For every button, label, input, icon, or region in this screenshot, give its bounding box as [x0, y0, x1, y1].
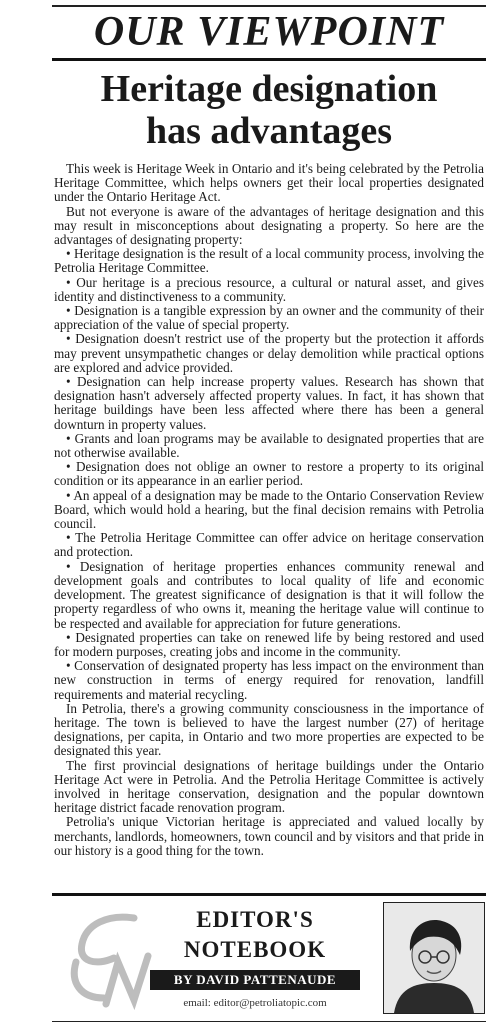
bullet-item: • Designated properties can take on renewed life by being restored and used for modern purposes, creating jobs and income in the community.: [54, 629, 484, 659]
headline: [52, 68, 486, 152]
editor-portrait-icon: [383, 902, 485, 1014]
paragraph: The first provincial designations of heritage buildings under the Ontario Heritage Act were in Petrolia. And the Petrolia Heritage Committee is actively involved in heritage conservation, designation and the popular downtown heritage district facade renovation program.: [54, 757, 484, 816]
top-rule: [52, 5, 486, 7]
bullet-item: • Designation does not oblige an owner to restore a property to its original condition or its appearance in an earlier period.: [54, 459, 484, 489]
notebook-title-line-1: EDITOR'S: [196, 907, 314, 932]
article-body: [54, 162, 484, 858]
paragraph: This week is Heritage Week in Ontario and it's being celebrated by the Petrolia Heritage Committee, which helps owners get their local properties designated under the Ontario Heritage Act.: [54, 161, 484, 205]
bullet-item: • Designation of heritage properties enhances community renewal and development goals and contributes to local quality of life and economic development. The greatest significance of designation is that it will follow the property regardless of who owns it, meaning the heritage value will continue to be respected and available for appreciation for future generations.: [54, 558, 484, 631]
bullet-item: • Designation can help increase property values. Research has shown that designation hasn't adversely affected property values. In fact, it has shown that heritage buildings have been less affected where there has been a general downturn in property values.: [54, 374, 484, 432]
paragraph: Petrolia's unique Victorian heritage is appreciated and valued locally by merchants, landlords, homeowners, town council and by visitors and that pride in our history is a good thing for the town.: [54, 814, 484, 858]
notebook-title-line-2: NOTEBOOK: [183, 937, 327, 962]
section-rule: [52, 58, 486, 61]
section-title: OUR VIEWPOINT: [93, 9, 445, 55]
bullet-item: • Designation doesn't restrict use of the property but the protection it affords may prevent unsympathetic changes or delay demolition while practical options are explored and advice provided.: [54, 331, 484, 375]
headline-line-2: has advantages: [146, 110, 392, 152]
bottom-rule: [52, 1021, 486, 1022]
bullet-item: • Our heritage is a precious resource, a cultural or natural asset, and gives identity and distinctiveness to a community.: [54, 274, 484, 304]
paragraph: In Petrolia, there's a growing community consciousness in the importance of heritage. The town is believed to have the largest number (27) of heritage designations, per capita, in Ontario and two more properties are expected to be designated this year.: [54, 700, 484, 759]
bullet-item: • An appeal of a designation may be made to the Ontario Conservation Review Board, which would hold a hearing, but the final decision remains with Petrolia council.: [54, 487, 484, 532]
bullet-item: • Grants and loan programs may be available to designated properties that are not otherwise available.: [54, 430, 484, 461]
byline: BY DAVID PATTENAUDE: [150, 970, 360, 990]
headline-line-1: Heritage designation: [100, 68, 438, 110]
bullet-item: • Heritage designation is the result of a local community process, involving the Petrolia Heritage Committee.: [54, 246, 484, 276]
notebook-rule: [52, 893, 486, 896]
bullet-item: • The Petrolia Heritage Committee can offer advice on heritage conservation and protection.: [54, 530, 484, 560]
bullet-item: • Designation is a tangible expression by an owner and the community of their appreciation of the value of special property.: [54, 303, 484, 333]
paragraph: But not everyone is aware of the advantages of heritage designation and this may result in misconceptions about designating a property. So here are the advantages of designating property:: [54, 203, 484, 248]
bullet-item: • Conservation of designated property has less impact on the environment than new construction in terms of energy required for renovation, landfill requirements and material recycling.: [54, 658, 484, 702]
email-address[interactable]: email: editor@petroliatopic.com: [183, 997, 327, 1009]
